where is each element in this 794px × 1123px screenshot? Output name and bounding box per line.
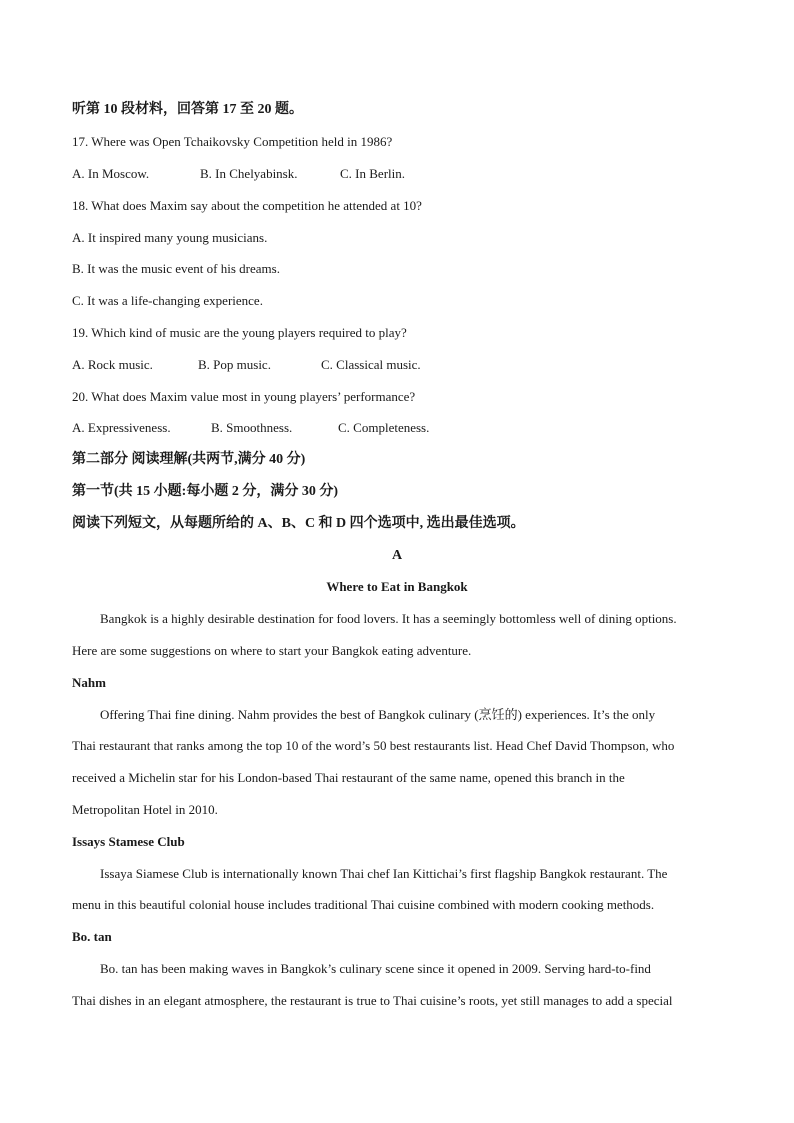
reading-instruction: 阅读下列短文，从每题所给的 A、B、C 和 D 四个选项中, 选出最佳选项。: [72, 516, 525, 531]
q19-option-a: A. Rock music.: [72, 357, 153, 372]
botan-line-2: Thai dishes in an elegant atmosphere, the restaurant is true to Thai cuisine’s roots, yet still manages to add a special: [72, 993, 673, 1008]
q20-option-b: B. Smoothness.: [211, 420, 293, 435]
q18-option-c: C. It was a life-changing experience.: [72, 293, 263, 308]
question-19-stem: 19. Which kind of music are the young players required to play?: [72, 325, 407, 340]
q20-option-c: C. Completeness.: [338, 420, 430, 435]
restaurant-name-issaya: Issays Stamese Club: [72, 834, 185, 849]
question-17-stem: 17. Where was Open Tchaikovsky Competition held in 1986?: [72, 134, 393, 149]
q18-option-a: A. It inspired many young musicians.: [72, 230, 268, 245]
q18-option-b: B. It was the music event of his dreams.: [72, 261, 280, 276]
restaurant-name-botan: Bo. tan: [72, 929, 112, 944]
question-17-options: [72, 164, 722, 184]
q17-option-a: A. In Moscow.: [72, 166, 150, 181]
q19-option-b: B. Pop music.: [198, 357, 271, 372]
q17-option-b: B. In Chelyabinsk.: [200, 166, 298, 181]
nahm-line-4: Metropolitan Hotel in 2010.: [72, 802, 218, 817]
question-20-stem: 20. What does Maxim value most in young players’ performance?: [72, 389, 416, 404]
question-18-stem: 18. What does Maxim say about the competition he attended at 10?: [72, 198, 422, 213]
intro-line-2: Here are some suggestions on where to start your Bangkok eating adventure.: [72, 643, 472, 658]
q20-option-a: A. Expressiveness.: [72, 420, 171, 435]
part2-heading: 第二部分 阅读理解(共两节,满分 40 分): [72, 452, 306, 467]
botan-line-1: Bo. tan has been making waves in Bangkok’s culinary scene since it opened in 2009. Serving hard-to-find: [100, 961, 651, 976]
passage-title: Where to Eat in Bangkok: [326, 579, 468, 594]
intro-line-1: Bangkok is a highly desirable destination for food lovers. It has a seemingly bottomless well of dining options.: [100, 611, 677, 626]
passage-letter: A: [391, 548, 403, 563]
nahm-line-3: received a Michelin star for his London-based Thai restaurant of the same name, opened this branch in the: [72, 770, 625, 785]
issaya-line-1: Issaya Siamese Club is internationally known Thai chef Ian Kittichai’s first flagship Bangkok restaurant. The: [100, 866, 668, 881]
nahm-line-2: Thai restaurant that ranks among the top 10 of the word’s 50 best restaurants list. Head Chef David Thompson, who: [72, 738, 675, 753]
issaya-line-2: menu in this beautiful colonial house includes traditional Thai cuisine combined with modern cooking methods.: [72, 897, 655, 912]
nahm-line-1: Offering Thai fine dining. Nahm provides the best of Bangkok culinary (烹饪的) experiences. It’s the only: [100, 707, 656, 722]
section1-heading: 第一节(共 15 小题:每小题 2 分，满分 30 分): [72, 484, 338, 499]
restaurant-name-nahm: Nahm: [72, 675, 106, 690]
q19-option-c: C. Classical music.: [321, 357, 421, 372]
question-20-options: [72, 418, 722, 438]
section-listen-heading: 听第 10 段材料，回答第 17 至 20 题。: [72, 102, 303, 117]
q17-option-c: C. In Berlin.: [340, 166, 405, 181]
question-19-options: [72, 355, 722, 375]
